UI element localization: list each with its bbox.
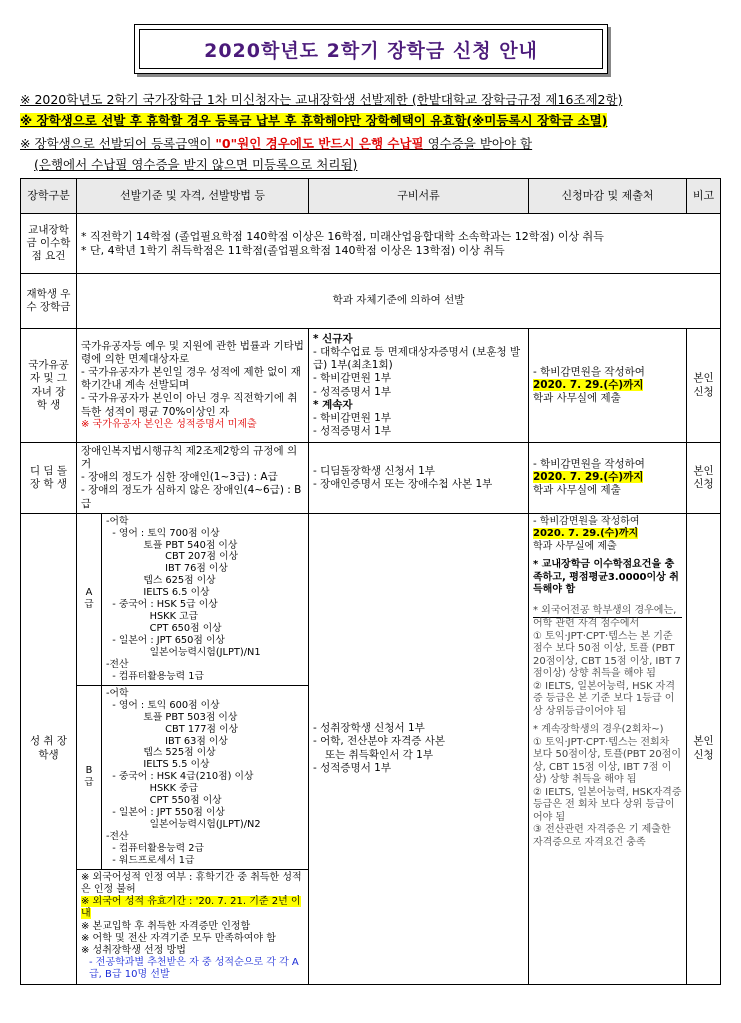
doc-item: - 장애인증명서 또는 장애수첩 사본 1부 <box>313 477 493 490</box>
table-row <box>21 443 721 514</box>
foreign-major-note: * 외국어전공 학부생의 경우에는, <box>533 605 682 619</box>
criteria-text: - 장애의 정도가 심한 장애인(1~3급) : A급 <box>81 471 278 484</box>
footnote: ※ 외국어성적 인정 여부 : 휴학기간 중 취득한 성적은 인정 불허 <box>81 871 302 895</box>
continuing-note: * 계속장학생의 경우(2회차~) <box>533 724 664 736</box>
notice-3-part-c: 영수증을 받아야 함 <box>423 136 533 151</box>
table-row <box>21 513 721 984</box>
notice-3-part-a: ※ 장학생으로 선발되어 등록금액이 <box>20 136 216 151</box>
qualification-item: - 영어 : 토익 700점 이상 <box>106 527 220 539</box>
criteria-text: - 장애의 정도가 심하지 않은 장애인(4~6급) : B급 <box>81 484 302 510</box>
deadline-date: 2020. 7. 29.(수)까지 <box>533 471 644 484</box>
qualification-item: IELTS 5.5 이상 <box>106 759 210 771</box>
deadline-text: 학과 사무실에 제출 <box>533 540 617 552</box>
scholarship-table <box>20 178 721 985</box>
veteran-criteria <box>77 329 309 443</box>
doc-item: - 어학, 전산분야 자격증 사본 <box>313 735 446 748</box>
foreign-major-note: ② IELTS, 일본어능력, HSK 자격증 등급은 본 기준 보다 1등급 이상 상위등급이어야 됨 <box>533 680 675 717</box>
deadline-text: - 학비감면원을 작성하여 <box>533 458 645 471</box>
veteran-note: 본인 신청 <box>687 329 721 443</box>
qualification-item: -전산 <box>106 658 129 670</box>
footnote-highlight: ※ 외국어 성적 유효기간 : '20. 7. 21. 기준 2년 이내 <box>81 896 301 920</box>
qualification-item: IBT 63점 이상 <box>106 735 228 747</box>
row-type: 재학생 우수 장학금 <box>21 274 77 329</box>
credit-requirement <box>77 214 721 274</box>
doc-item: 또는 취득확인서 각 1부 <box>325 748 433 761</box>
achievement-deadline <box>529 513 687 984</box>
table-row <box>21 214 721 274</box>
qualification-item: 토플 PBT 503점 이상 <box>106 711 238 723</box>
deadline-date: 2020. 7. 29.(수)까지 <box>533 378 644 391</box>
criteria-note: ※ 국가유공자 본인은 성적증명서 미제출 <box>81 418 257 430</box>
continuing-note: ① 토익·JPT·CPT·텝스는 전회차 보다 50점이상, 토플(PBT 20점이상, CBT 15점 이상, IBT 7점 이상) 상향 취득을 해야 됨 <box>533 736 682 786</box>
veteran-deadline <box>529 329 687 443</box>
continuing-note: ② IELTS, 일본어능력, HSK자격증 등급은 전 회차 보다 상위 등급이어야 됨 <box>533 786 682 823</box>
qualification-item: - 영어 : 토익 600점 이상 <box>106 699 220 711</box>
notice-3-part-b: "0"원인 경우에도 반드시 은행 수납필 <box>215 136 424 151</box>
deadline-text: - 학비감면원을 작성하여 <box>533 515 640 527</box>
doc-item: - 성취장학생 신청서 1부 <box>313 722 425 735</box>
credit-line-1: * 직전학기 14학점 (졸업필요학점 140학점 이상은 16학점, 미래산업융합대학 소속학과는 12학점) 이상 취득 <box>81 229 604 243</box>
header-documents: 구비서류 <box>309 179 529 214</box>
doc-item: - 대학수업료 등 면제대상자증명서 (보훈청 발급) 1부(최초1회) <box>313 346 521 372</box>
qualification-item: - 중국어 : HSK 4급(210점) 이상 <box>106 771 254 783</box>
didimdol-documents <box>309 443 529 514</box>
notice-1: ※ 2020학년도 2학기 국가장학금 1차 미신청자는 교내장학생 선발제한 (한밭대학교 장학금규정 제16조제2항) <box>20 92 623 107</box>
qualification-item: IELTS 6.5 이상 <box>106 587 210 599</box>
qualification-item: 토플 PBT 540점 이상 <box>106 539 238 551</box>
doc-heading: * 신규자 <box>313 333 353 345</box>
criteria-text: 국가유공자등 예우 및 지원에 관한 법률과 기타법령에 의한 면제대상자로 <box>81 339 304 365</box>
qualification-item: - 중국어 : HSK 5급 이상 <box>106 599 218 611</box>
didimdol-criteria <box>77 443 309 514</box>
achievement-note: 본인 신청 <box>687 513 721 984</box>
veteran-documents <box>309 329 529 443</box>
foreign-major-note: ① 토익·JPT·CPT·텝스는 본 기준 점수 보다 50점 이상, 토플 (PBT 20점이상, CBT 15점 이상, IBT 7점이상) 상향 취득을 해야 됨 <box>533 630 681 680</box>
didimdol-note: 본인 신청 <box>687 443 721 514</box>
qualification-item: - 컴퓨터활용능력 1급 <box>106 670 204 682</box>
qualification-item: CPT 550점 이상 <box>106 795 222 807</box>
qualification-item: 일본어능력시험(JLPT)/N2 <box>106 819 261 831</box>
notice-3 <box>20 134 532 152</box>
grade-b-list <box>102 685 309 869</box>
table-header-row <box>21 179 721 214</box>
deadline-date: 2020. 7. 29.(수)까지 <box>533 528 639 540</box>
grade-b-label: B급 <box>77 685 102 869</box>
criteria-text: 장애인복지법시행규칙 제2조제2항의 규정에 의거 <box>81 445 298 471</box>
qualification-item: -어학 <box>106 515 129 527</box>
criteria-text: - 국가유공자가 본인이 아닌 경우 직전학기에 취득한 성적이 평균 70%이상인 자 <box>81 392 298 418</box>
page-title: 2020학년도 2학기 장학금 신청 안내 <box>139 29 603 69</box>
footnote: ※ 본교입학 후 취득한 자격증만 인정함 <box>81 920 251 932</box>
criteria-text: - 국가유공자가 본인일 경우 성적에 제한 없이 재학기간내 계속 선발되며 <box>81 366 301 392</box>
qualification-item: CPT 650점 이상 <box>106 623 222 635</box>
deadline-requirement: * 교내장학금 이수학점요건을 충족하고, 평점평균3.0000이상 취득해야 함 <box>533 559 679 596</box>
doc-item: - 성적증명서 1부 <box>313 385 392 398</box>
row-type: 교내장학금 이수학점 요건 <box>21 214 77 274</box>
notice-4: (은행에서 수납필 영수증을 받지 않으면 미등록으로 처리됨) <box>34 157 358 172</box>
qualification-item: HSKK 중급 <box>106 783 199 795</box>
foreign-major-note: 어학 관련 자격 점수에서 <box>533 618 640 630</box>
grade-a-list <box>102 514 309 686</box>
qualification-item: 일본어능력시험(JLPT)/N1 <box>106 646 261 658</box>
deadline-text: 학과 사무실에 제출 <box>533 392 621 405</box>
deadline-text: 학과 사무실에 제출 <box>533 484 621 497</box>
qualification-item: HSKK 고급 <box>106 611 199 623</box>
row-type: 디 딤 돌 장 학 생 <box>21 443 77 514</box>
qualification-item: - 워드프로세서 1급 <box>106 854 195 866</box>
grade-a-label: A급 <box>77 514 102 686</box>
qualification-item: - 일본어 : JPT 650점 이상 <box>106 635 225 646</box>
doc-item: - 학비감면원 1부 <box>313 372 392 385</box>
qualification-item: - 컴퓨터활용능력 2급 <box>106 842 204 854</box>
table-row <box>21 329 721 443</box>
continuing-note: ③ 전산관련 자격증은 기 제출한 자격증으로 자격요건 충족 <box>533 824 671 848</box>
footnote-selection: - 전공학과별 추천받은 자 중 성적순으로 각 각 A급, B급 10명 선발 <box>89 957 299 981</box>
table-row <box>21 274 721 329</box>
doc-item: - 디딤돌장학생 신청서 1부 <box>313 464 435 477</box>
excellence-criteria: 학과 자체기준에 의하여 선발 <box>77 274 721 329</box>
doc-item: - 성적증명서 1부 <box>313 424 392 437</box>
notice-2 <box>20 111 607 129</box>
title-box <box>134 24 608 74</box>
qualification-item: IBT 76점 이상 <box>106 563 228 575</box>
footnote: ※ 성취장학생 선정 방법 <box>81 944 186 956</box>
qualification-item: CBT 177점 이상 <box>106 723 239 735</box>
doc-heading: * 계속자 <box>313 398 353 411</box>
row-type: 성 취 장학생 <box>21 513 77 984</box>
achievement-documents <box>309 513 529 984</box>
header-type: 장학구분 <box>21 179 77 214</box>
doc-item: - 학비감면원 1부 <box>313 411 392 424</box>
deadline-text: - 학비감면원을 작성하여 <box>533 365 645 378</box>
header-criteria: 선발기준 및 자격, 선발방법 등 <box>77 179 309 214</box>
header-note: 비고 <box>687 179 721 214</box>
achievement-criteria <box>77 513 309 984</box>
credit-line-2: * 단, 4학년 1학기 취득학점은 11학점(졸업필요학점 140학점 이상은 13학점) 이상 취득 <box>81 243 505 257</box>
qualification-item: 텝스 525점 이상 <box>106 747 216 759</box>
qualification-item: - 일본어 : JPT 550점 이상 <box>106 807 225 819</box>
footnote: ※ 어학 및 전산 자격기준 모두 만족하여야 함 <box>81 932 276 944</box>
didimdol-deadline <box>529 443 687 514</box>
qualification-item: -전산 <box>106 831 129 842</box>
qualification-item: CBT 207점 이상 <box>106 551 239 563</box>
qualification-item: -어학 <box>106 687 129 699</box>
grade-table <box>77 514 308 984</box>
doc-item: - 성적증명서 1부 <box>313 761 392 774</box>
qualification-item: 텝스 625점 이상 <box>106 575 216 587</box>
achievement-footnotes <box>77 869 308 983</box>
row-type: 국가유공자 및 그 자녀 장 학 생 <box>21 329 77 443</box>
header-deadline: 신청마감 및 제출처 <box>529 179 687 214</box>
notice-2-text: ※ 장학생으로 선발 후 휴학할 경우 등록금 납부 후 휴학해야만 장학혜택이 유효함(※미등록시 장학금 소멸) <box>20 113 608 128</box>
